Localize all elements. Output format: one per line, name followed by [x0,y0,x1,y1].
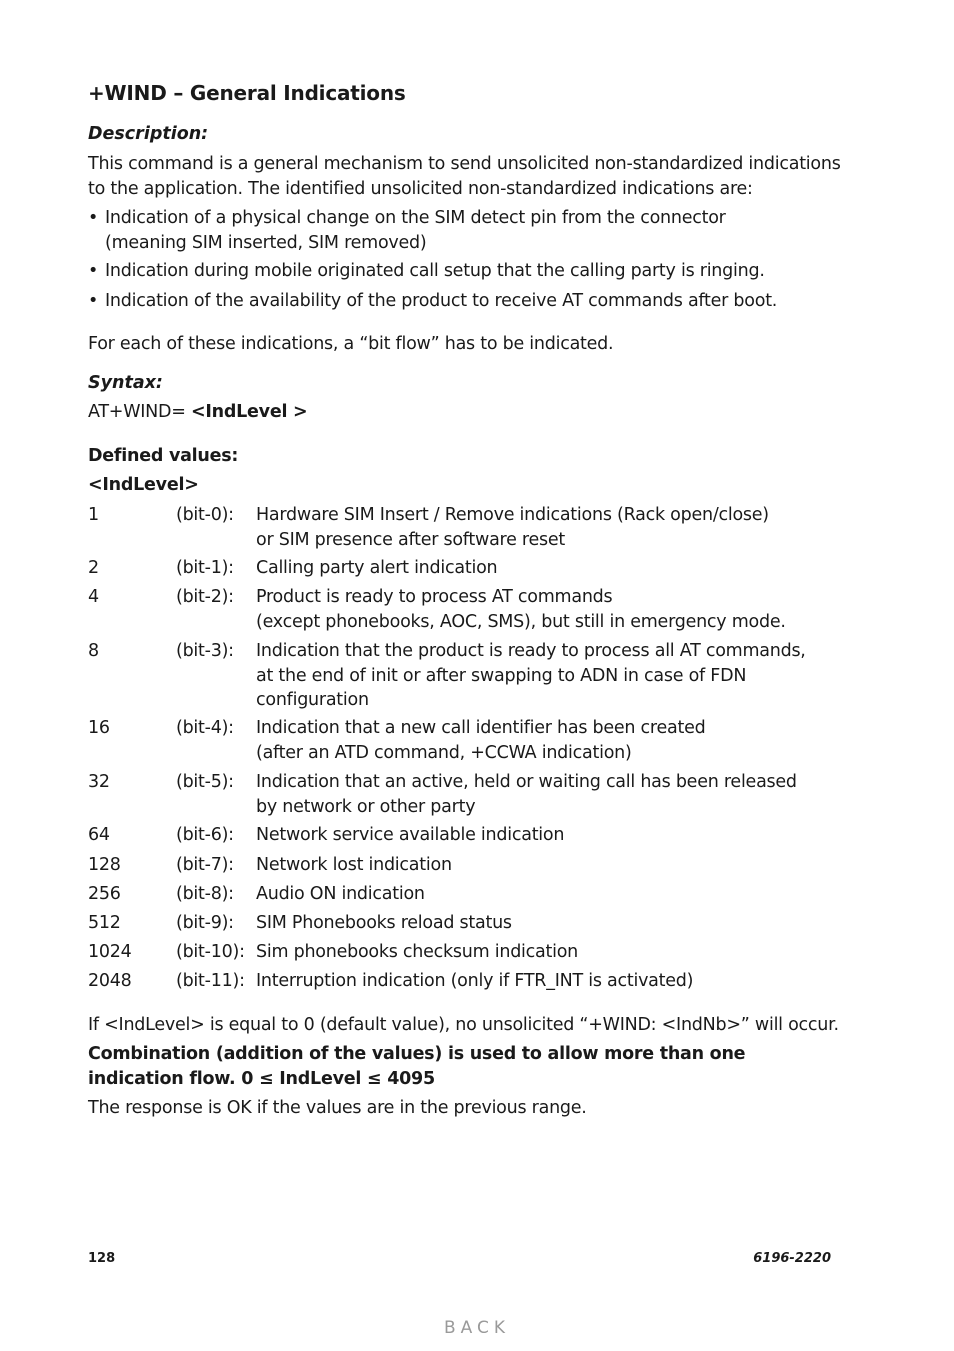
syntax-line [88,400,307,425]
syntax-heading: Syntax: [88,373,163,393]
description-line-1: This command is a general mechanism to send unsolicited non-standardized indications [88,154,841,174]
value-description: Audio ON indication [256,884,425,904]
value-description: Sim phonebooks checksum indication [256,942,579,962]
bit-flow-note: For each of these indications, a “bit flow” has to be indicated. [88,334,614,354]
value-number: 16 [88,718,110,738]
value-description-cont: at the end of init or after swapping to ADN in case of FDN [256,665,747,686]
document-number: 6196-2220 [753,1251,831,1266]
page-number: 128 [88,1251,116,1266]
value-number: 2048 [88,971,132,991]
value-bit: (bit-10): [176,942,245,962]
value-bit: (bit-7): [176,855,234,875]
value-number: 64 [88,825,110,845]
value-number: 32 [88,772,110,792]
value-description: Interruption indication (only if FTR_INT is activated) [256,971,694,991]
value-bit: (bit-6): [176,825,234,845]
bullet-dot: • [88,208,99,228]
value-description-cont: or SIM presence after software reset [256,529,566,550]
defined-values-heading: Defined values: [88,446,239,466]
value-number: 2 [88,558,99,578]
syntax-param: <IndLevel > [190,402,308,422]
value-bit: (bit-8): [176,884,234,904]
value-bit: (bit-5): [176,772,234,792]
bullet-text-cont: (meaning SIM inserted, SIM removed) [105,232,427,253]
bullet-text: Indication of the availability of the product to receive AT commands after boot. [105,291,778,311]
value-bit: (bit-3): [176,641,234,661]
bullet-dot: • [88,261,99,281]
value-number: 128 [88,855,121,875]
value-bit: (bit-11): [176,971,245,991]
value-description: Hardware SIM Insert / Remove indications (Rack open/close) [256,505,769,525]
value-description: Network service available indication [256,825,565,845]
value-description: Product is ready to process AT commands [256,587,613,607]
value-description-cont: configuration [256,690,369,710]
value-number: 8 [88,641,99,661]
value-description: Indication that a new call identifier has been created [256,718,706,738]
description-line-2: to the application. The identified unsolicited non-standardized indications are: [88,179,753,199]
value-bit: (bit-1): [176,558,234,578]
bullet-text: Indication of a physical change on the SIM detect pin from the connector [105,208,726,228]
value-description: Calling party alert indication [256,558,498,578]
response-note: The response is OK if the values are in the previous range. [88,1098,587,1118]
value-number: 1024 [88,942,132,962]
back-link[interactable]: BACK [443,1318,510,1338]
value-bit: (bit-2): [176,587,234,607]
value-number: 4 [88,587,99,607]
combination-note-line-2: indication flow. 0 ≤ IndLevel ≤ 4095 [88,1069,435,1089]
default-value-note: If <IndLevel> is equal to 0 (default value), no unsolicited “+WIND: <IndNb>” will occur. [88,1015,839,1035]
value-description-cont: by network or other party [256,796,476,817]
value-number: 512 [88,913,121,933]
value-description-cont: (except phonebooks, AOC, SMS), but still in emergency mode. [256,611,786,632]
value-description: Indication that an active, held or waiting call has been released [256,772,797,792]
value-bit: (bit-0): [176,505,234,525]
combination-note-line-1: Combination (addition of the values) is used to allow more than one [88,1044,746,1064]
value-description: SIM Phonebooks reload status [256,913,512,933]
value-number: 256 [88,884,121,904]
value-description-cont: (after an ATD command, +CCWA indication) [256,742,632,763]
param-heading: <IndLevel> [88,475,199,495]
syntax-command: AT+WIND= [88,402,191,422]
bullet-text: Indication during mobile originated call setup that the calling party is ringing. [105,261,765,281]
description-heading: Description: [88,124,209,144]
section-title: +WIND – General Indications [88,81,406,105]
value-bit: (bit-4): [176,718,234,738]
value-number: 1 [88,505,99,525]
value-description: Network lost indication [256,855,452,875]
value-bit: (bit-9): [176,913,234,933]
value-description: Indication that the product is ready to process all AT commands, [256,641,806,661]
bullet-dot: • [88,291,99,311]
